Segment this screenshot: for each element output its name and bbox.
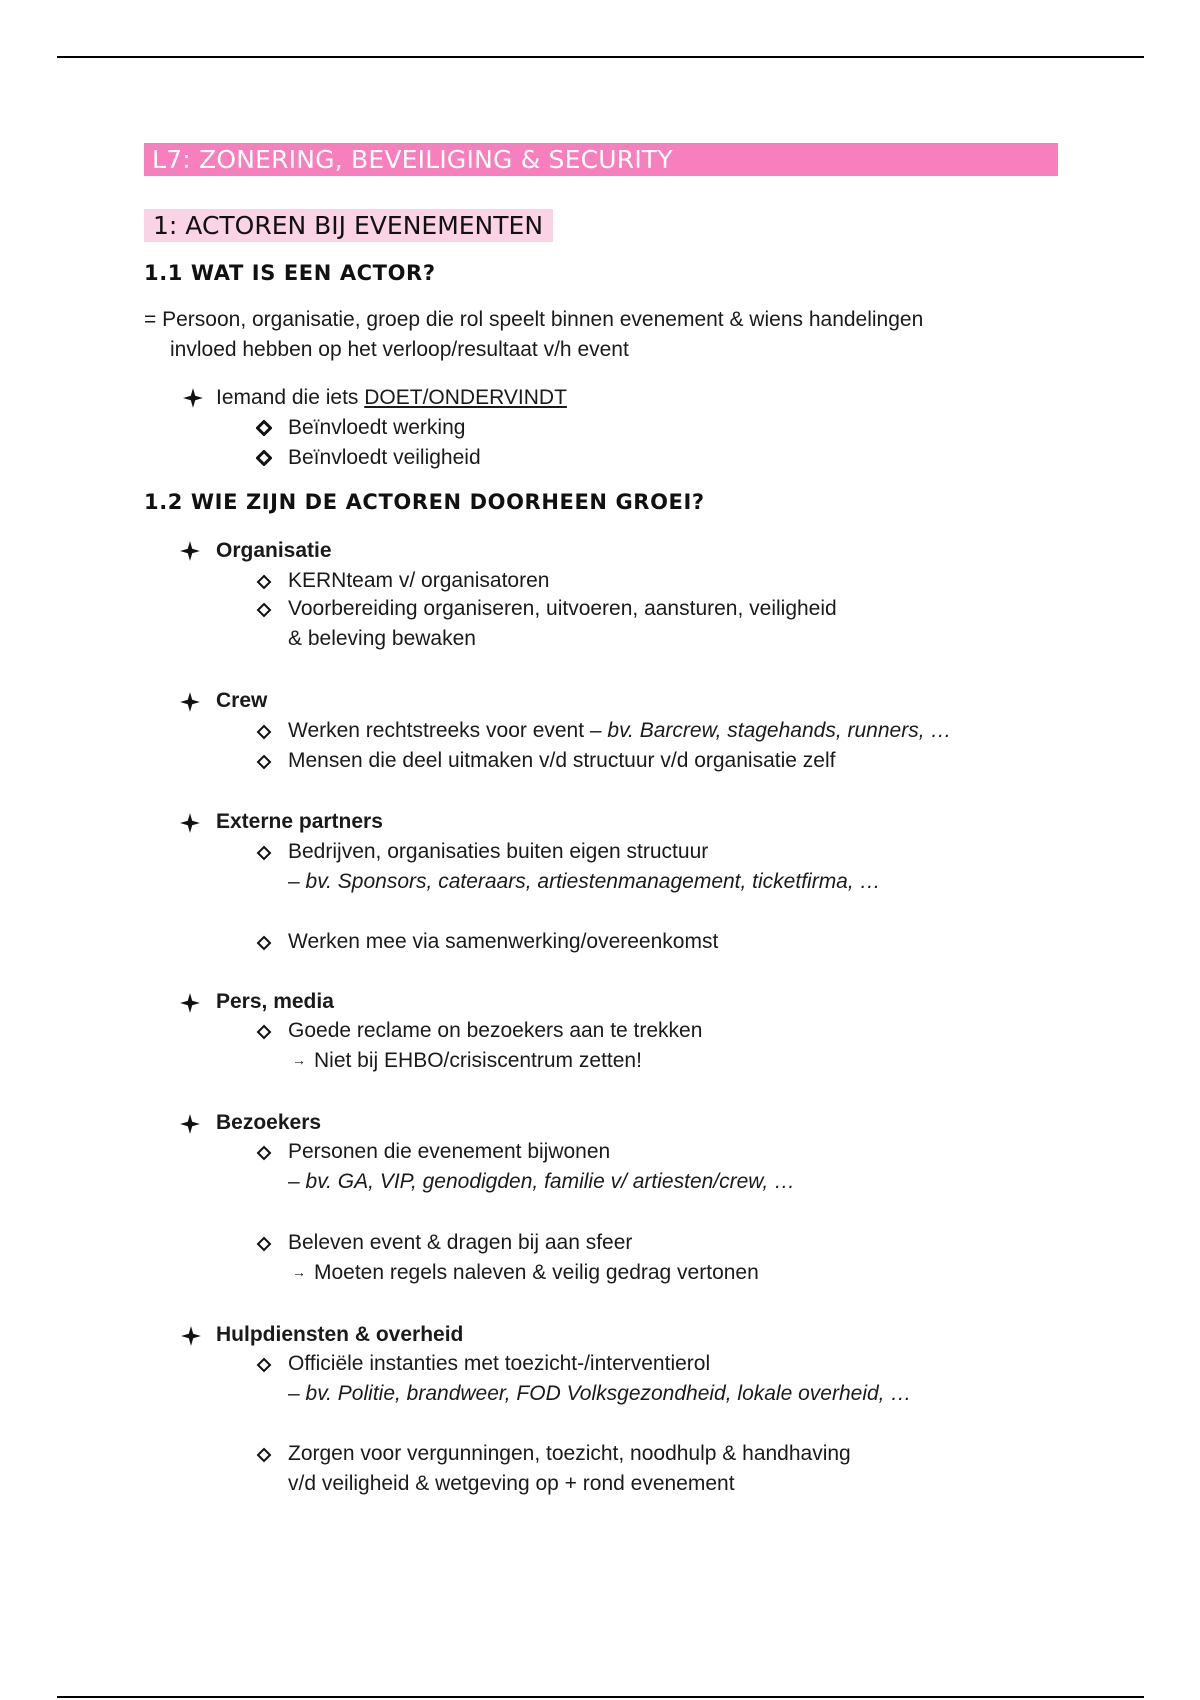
extern-point-1-example: – bv. Sponsors, cateraars, artiestenmanagement, ticketfirma, …	[288, 870, 881, 893]
organisatie-point-2a: Voorbereiding organiseren, uitvoeren, aansturen, veiligheid	[288, 597, 837, 620]
actor-bullet-text: Iemand die iets	[216, 386, 365, 409]
hulp-point-2b: v/d veiligheid & wetgeving op + rond evenement	[288, 1472, 735, 1495]
bezoekers-note-text: Moeten regels naleven & veilig gedrag vertonen	[314, 1261, 759, 1284]
hulp-point-2a: Zorgen voor vergunningen, toezicht, noodhulp & handhaving	[288, 1442, 851, 1465]
star-bullet-icon	[179, 812, 201, 834]
star-bullet-icon	[179, 540, 201, 562]
bezoekers-point-2-note	[292, 1259, 759, 1288]
crew-point-2: Mensen die deel uitmaken v/d structuur v/d organisatie zelf	[288, 749, 836, 772]
diamond-bullet-icon	[256, 420, 272, 436]
crew-point-1-text: Werken rechtstreeks voor event –	[288, 719, 608, 742]
crew-point-1-example: bv. Barcrew, stagehands, runners, …	[607, 719, 952, 742]
hulp-point-1-example: – bv. Politie, brandweer, FOD Volksgezondheid, lokale overheid, …	[288, 1382, 912, 1405]
definition-line-2: invloed hebben op het verloop/resultaat v/h event	[170, 338, 629, 361]
star-bullet-icon	[179, 1113, 201, 1135]
bezoekers-title: Bezoekers	[216, 1111, 322, 1134]
star-bullet-icon	[180, 1325, 202, 1347]
section-title: 1: ACTOREN BIJ EVENEMENTEN	[144, 209, 553, 242]
diamond-bullet-icon	[256, 1236, 272, 1252]
diamond-bullet-icon	[256, 935, 272, 951]
heading-1-1: 1.1 WAT IS EEN ACTOR?	[144, 261, 436, 285]
definition-line-1: = Persoon, organisatie, groep die rol speelt binnen evenement & wiens handelingen	[144, 308, 924, 331]
chapter-title: L7: ZONERING, BEVEILIGING & SECURITY	[144, 143, 1058, 176]
pers-point-1-note	[292, 1047, 642, 1076]
organisatie-title: Organisatie	[216, 539, 332, 562]
organisatie-point-2b: & beleving bewaken	[288, 627, 476, 650]
heading-1-2: 1.2 WIE ZIJN DE ACTOREN DOORHEEN GROEI?	[144, 490, 705, 514]
hulp-point-1: Officiële instanties met toezicht-/interventierol	[288, 1352, 711, 1375]
diamond-bullet-icon	[256, 754, 272, 770]
arrow-right-icon: →	[292, 1264, 306, 1280]
actor-sub-2: Beïnvloedt veiligheid	[288, 446, 481, 469]
diamond-bullet-icon	[256, 574, 272, 590]
hulp-title: Hulpdiensten & overheid	[216, 1323, 464, 1346]
star-bullet-icon	[179, 992, 201, 1014]
star-bullet-icon	[182, 387, 204, 409]
organisatie-point-1: KERNteam v/ organisatoren	[288, 569, 550, 592]
diamond-bullet-icon	[256, 602, 272, 618]
pers-point-1: Goede reclame on bezoekers aan te trekken	[288, 1019, 703, 1042]
diamond-bullet-icon	[256, 1145, 272, 1161]
diamond-bullet-icon	[256, 1447, 272, 1463]
diamond-bullet-icon	[256, 450, 272, 466]
crew-title: Crew	[216, 689, 268, 712]
extern-title: Externe partners	[216, 810, 383, 833]
bezoekers-point-2: Beleven event & dragen bij aan sfeer	[288, 1231, 633, 1254]
diamond-bullet-icon	[256, 1024, 272, 1040]
footer-rule	[57, 1696, 1144, 1698]
arrow-right-icon: →	[292, 1052, 306, 1068]
pers-note-text: Niet bij EHBO/crisiscentrum zetten!	[314, 1049, 642, 1072]
actor-bullet	[216, 384, 567, 412]
pers-title: Pers, media	[216, 990, 334, 1013]
diamond-bullet-icon	[256, 724, 272, 740]
extern-point-1: Bedrijven, organisaties buiten eigen structuur	[288, 840, 709, 863]
extern-point-2: Werken mee via samenwerking/overeenkomst	[288, 930, 719, 953]
actor-sub-1: Beïnvloedt werking	[288, 416, 466, 439]
star-bullet-icon	[179, 691, 201, 713]
header-rule	[57, 56, 1144, 58]
crew-point-1	[288, 717, 951, 745]
diamond-bullet-icon	[256, 1357, 272, 1373]
bezoekers-point-1-example: – bv. GA, VIP, genodigden, familie v/ artiesten/crew, …	[288, 1170, 795, 1193]
bezoekers-point-1: Personen die evenement bijwonen	[288, 1140, 611, 1163]
diamond-bullet-icon	[256, 845, 272, 861]
actor-bullet-underlined: DOET/ONDERVINDT	[364, 386, 567, 409]
